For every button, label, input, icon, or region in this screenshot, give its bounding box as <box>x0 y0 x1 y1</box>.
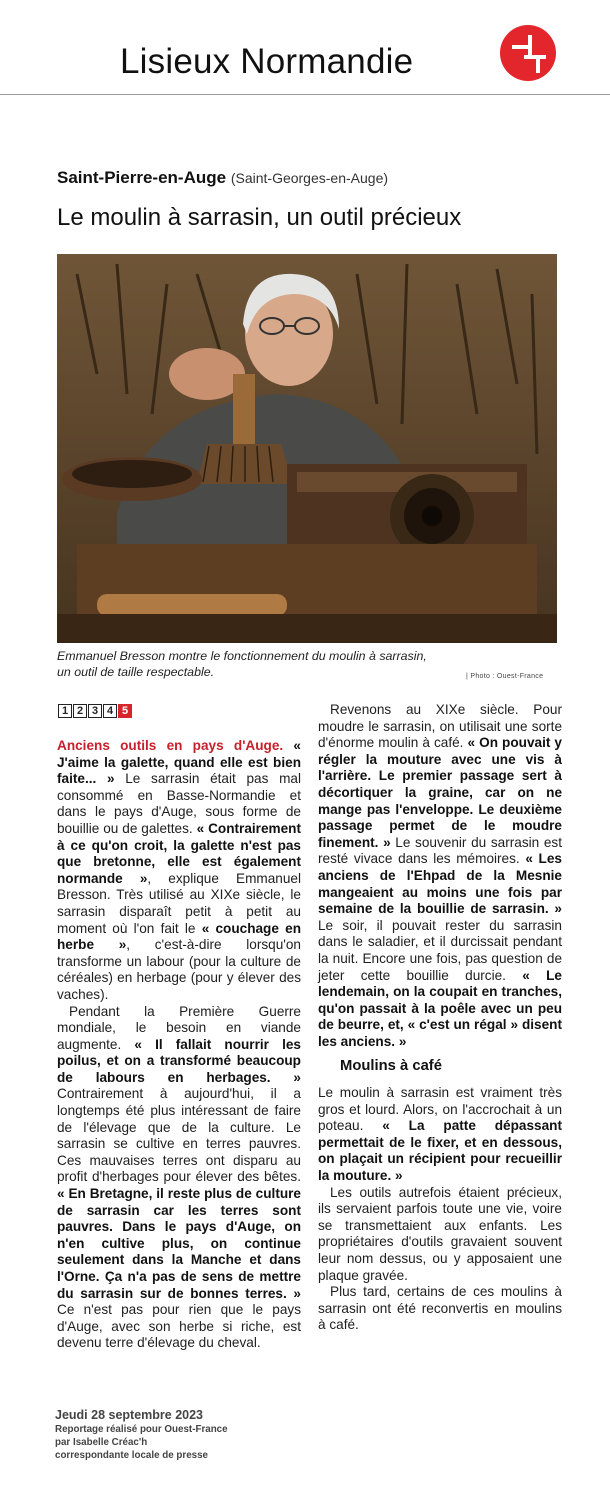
pager-item: 2 <box>73 704 87 718</box>
page-indicator <box>58 704 133 718</box>
body-text: Contrairement à aujourd'hui, il a longtemps été plus intéressant de faire de l'élevage que de la culture. Le sarrasin se cultive en terres pauvres. Ces mauvaises terres ont disparu au profit d'herbages pour élever des bêtes. <box>57 1086 301 1185</box>
runs <box>318 702 562 1049</box>
body-text: Le souvenir du sarrasin est resté vivace dans les mémoires. <box>318 834 562 867</box>
body-text: Le moulin à sarrasin est vraiment très gros et lourd. Alors, on l'accrochait à un poteau. <box>318 1085 562 1134</box>
body-text: , explique Emmanuel Bresson. Très utilisé au XIXe siècle, le sarrasin disparaît petit à petit au moment où l'on fait le <box>57 870 301 936</box>
kicker: Anciens outils en pays d'Auge. <box>57 738 284 753</box>
article-footer <box>55 1408 228 1462</box>
paragraph <box>318 1085 562 1185</box>
paragraph <box>57 1004 301 1352</box>
quote-text: « La patte dépassant permettait de le fixer, et en dessous, on plaçait un récipient pour recueillir la mouture. » <box>318 1118 562 1184</box>
quote-text: « J'aime la galette, quand elle est bien faite... » <box>57 738 301 787</box>
location-sub: (Saint-Georges-en-Auge) <box>230 170 389 186</box>
publication-date: Jeudi 28 septembre 2023 <box>55 1408 203 1422</box>
subheading: Moulins à café <box>340 1058 442 1075</box>
runs <box>318 1284 562 1332</box>
pager-item: 4 <box>103 704 117 718</box>
quote-text: « couchage en herbe » <box>57 920 301 953</box>
footer-line: Reportage réalisé pour Ouest-France <box>55 1424 228 1435</box>
section-title: Lisieux Normandie <box>120 42 414 81</box>
ouest-france-logo-icon <box>500 25 556 81</box>
runs <box>318 1185 562 1283</box>
paragraph <box>318 1185 562 1285</box>
photo-credit: | Photo : Ouest-France <box>466 673 544 680</box>
quote-text: « Contrairement à ce qu'on croit, la galette n'est pas que bretonne, elle est également normande » <box>57 820 301 886</box>
body-text: Ce n'est pas pour rien que le pays d'Auge, avec son herbe si riche, est devenu terre d'élevage du cheval. <box>57 1302 301 1351</box>
pager-item-active: 5 <box>118 704 132 718</box>
article-location <box>57 168 388 188</box>
location-name: Saint-Pierre-en-Auge <box>57 168 227 187</box>
paragraph <box>318 702 562 1050</box>
article-column-right <box>318 702 562 1334</box>
article-photo <box>57 254 557 643</box>
photo-caption: Emmanuel Bresson montre le fonctionnement du moulin à sarrasin, un outil de taille respectable. <box>57 649 427 679</box>
body-text: Le sarrasin était pas mal consommé en Basse-Normandie et dans le pays d'Auge, sous forme de bouillie ou de galettes. <box>57 771 301 836</box>
body-text: Les outils autrefois étaient précieux, ils servaient parfois toute une vie, voire se transmettaient aux enfants. Les propriétaires d'outils gravaient souvent leur nom dessus, ou y apposaient une plaque gravée. <box>318 1184 562 1283</box>
paragraph <box>57 738 301 1004</box>
runs <box>57 1004 301 1351</box>
quote-text: « Le lendemain, on la coupait en tranches, qu'on passait à la poêle avec un peu de beurre, et, « c'est un régal » disent les anciens. » <box>318 967 562 1049</box>
paragraph <box>318 1284 562 1334</box>
article-headline: Le moulin à sarrasin, un outil précieux <box>57 204 462 231</box>
body-text: Pendant la Première Guerre mondiale, le besoin en viande augmente. <box>57 1003 301 1052</box>
page-header <box>0 0 610 95</box>
quote-text: « On pouvait y régler la mouture avec une vis à l'arrière. Le premier passage sert à décortiquer la graine, car on ne mange pas l'enveloppe. Le deuxième passage permet de le moudre finement. » <box>318 735 562 850</box>
footer-line: correspondante locale de presse <box>55 1450 208 1461</box>
footer-line: par Isabelle Créac'h <box>55 1437 148 1448</box>
pager-item: 1 <box>58 704 72 718</box>
quote-text: « Il fallait nourrir les poilus, et on a transformé beaucoup de labours en herbages. » <box>57 1036 301 1085</box>
body-text: Revenons au XIXe siècle. Pour moudre le sarrasin, on utilisait une sorte d'énorme moulin à café. <box>318 702 562 751</box>
quote-text: « En Bretagne, il reste plus de culture de sarrasin car les terres sont pauvres. Dans le pays d'Auge, on n'en cultive plus, on continue seulement dans la Manche et dans l'Orne. Ça n'a pas de sens de mettre du sarrasin sur de bonnes terres. » <box>57 1186 301 1301</box>
article-column-left <box>57 738 301 1352</box>
body-text: Le soir, il pouvait rester du sarrasin dans le saladier, et il durcissait pendant la nuit. Encore une fois, pas question de jeter cette bouillie durcie. <box>318 917 562 983</box>
runs <box>57 738 301 1002</box>
quote-text: « Les anciens de l'Ehpad de la Mesnie mangeaient au moins une fois par semaine de la bouillie de sarrasin. » <box>318 851 562 917</box>
body-text: , c'est-à-dire lorsqu'on transforme un labour (pour la culture de céréales) en herbage (pour y élever des vaches). <box>57 937 301 1002</box>
pager-item: 3 <box>88 704 102 718</box>
runs <box>318 1085 562 1183</box>
body-text: Plus tard, certains de ces moulins à sarrasin ont été reconvertis en moulins à café. <box>318 1284 562 1333</box>
